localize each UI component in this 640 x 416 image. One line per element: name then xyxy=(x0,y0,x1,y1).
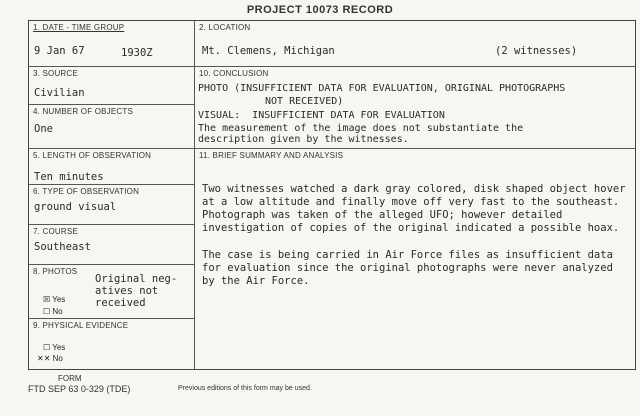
witness-count: (2 witnesses) xyxy=(495,45,578,57)
conclusion-note-1: The measurement of the image does not substantiate the xyxy=(198,123,524,134)
conclusion-line-1: PHOTO (INSUFFICIENT DATA FOR EVALUATION, ORIGINAL PHOTOGRAPHS xyxy=(198,83,566,94)
physical-no-option xyxy=(37,354,63,363)
date-cell xyxy=(29,21,195,67)
conclusion-line-2: NOT RECEIVED) xyxy=(265,96,344,107)
physical-no-label: No xyxy=(52,354,63,363)
physical-yes-label: Yes xyxy=(52,343,66,352)
conclusion-note-2: description given by the witnesses. xyxy=(198,134,409,144)
date-value: 9 Jan 67 xyxy=(34,45,85,57)
photos-no-option xyxy=(43,307,63,316)
course-value: Southeast xyxy=(34,241,91,253)
footer-form-word: FORM xyxy=(58,374,82,383)
footer-previous-editions: Previous editions of this form may be used. xyxy=(178,385,312,392)
date-label: 1. DATE - TIME GROUP xyxy=(33,23,125,32)
physical-yes-option xyxy=(43,343,65,352)
type-label: 6. TYPE OF OBSERVATION xyxy=(33,187,140,196)
source-value: Civilian xyxy=(34,87,85,99)
objects-cell xyxy=(29,105,195,149)
x-mark-icon: ✕✕ xyxy=(37,354,51,363)
type-cell xyxy=(29,185,195,225)
empty-box-icon: ☐ xyxy=(43,307,51,316)
summary-label: 11. BRIEF SUMMARY AND ANALYSIS xyxy=(199,151,344,160)
form-grid xyxy=(28,20,636,370)
time-value: 1930Z xyxy=(121,47,153,59)
photos-no-label: No xyxy=(52,307,63,316)
photos-label: 8. PHOTOS xyxy=(33,267,78,276)
source-label: 3. SOURCE xyxy=(33,69,78,78)
photos-note-3: received xyxy=(95,297,146,309)
type-value: ground visual xyxy=(34,201,117,213)
footer-form-number: FTD SEP 63 0-329 (TDE) xyxy=(28,384,131,394)
conclusion-visual: VISUAL: INSUFFICIENT DATA FOR EVALUATION xyxy=(198,110,445,121)
physical-label: 9. PHYSICAL EVIDENCE xyxy=(33,321,129,330)
objects-label: 4. NUMBER OF OBJECTS xyxy=(33,107,134,116)
course-label: 7. COURSE xyxy=(33,227,78,236)
length-value: Ten minutes xyxy=(34,171,104,183)
photos-yes-option xyxy=(43,295,65,304)
photos-note-1: Original neg- xyxy=(95,273,178,285)
photos-note-2: atives not xyxy=(95,285,159,297)
course-cell xyxy=(29,225,195,265)
conclusion-label: 10. CONCLUSION xyxy=(199,69,269,78)
empty-box-icon: ☐ xyxy=(43,343,51,352)
length-label: 5. LENGTH OF OBSERVATION xyxy=(33,151,152,160)
summary-paragraph-1: Two witnesses watched a dark gray colored, disk shaped object hover at a low altitude and finally move off very fast to the southeast. Photograph was taken of the alleged UFO; however detailed investigation of copies of the original indicated a possible hoax. xyxy=(202,183,626,234)
location-value: Mt. Clemens, Michigan xyxy=(202,45,335,57)
summary-paragraph-2: The case is being carried in Air Force files as insufficient data for evaluation since the original photographs were never analyzed by the Air Force. xyxy=(202,249,613,287)
checked-box-icon: ☒ xyxy=(43,295,51,304)
length-cell xyxy=(29,149,195,185)
photos-yes-label: Yes xyxy=(52,295,66,304)
location-cell xyxy=(195,21,635,67)
physical-cell xyxy=(29,319,195,369)
form-title: PROJECT 10073 RECORD xyxy=(246,4,394,16)
summary-cell xyxy=(195,149,635,369)
source-cell xyxy=(29,67,195,105)
photos-cell xyxy=(29,265,195,319)
conclusion-cell xyxy=(195,67,635,149)
location-label: 2. LOCATION xyxy=(199,23,251,32)
objects-value: One xyxy=(34,123,53,135)
